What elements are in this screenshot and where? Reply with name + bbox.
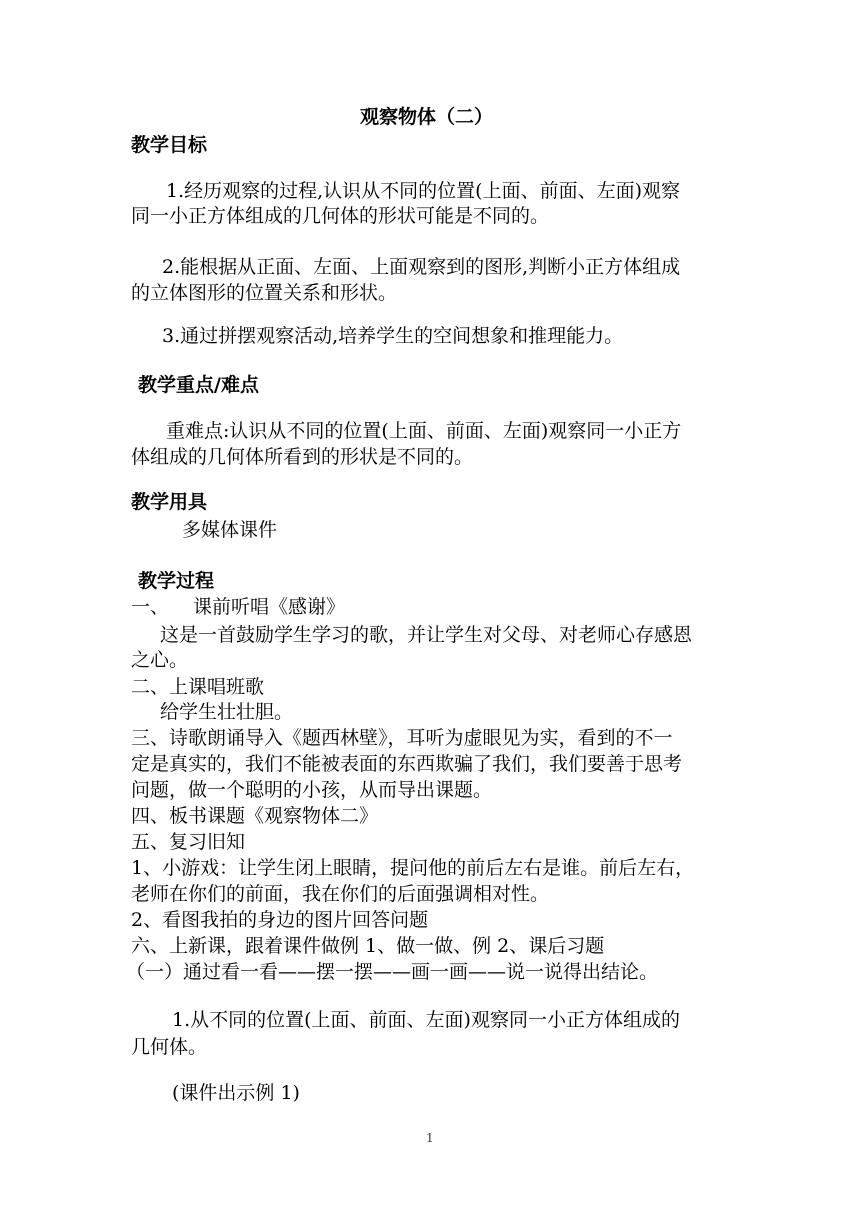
keypoints-line1: 重难点:认识从不同的位置(上面、前面、左面)观察同一小正方 <box>166 420 682 442</box>
section-1-number: 一、 <box>131 596 170 618</box>
objective-1-line2: 同一小正方体组成的几何体的形状可能是不同的。 <box>131 205 550 227</box>
section-6-item1-line1: 1.从不同的位置(上面、前面、左面)观察同一小正方体组成的 <box>172 1009 680 1031</box>
section-1-title: 课前听唱《感谢》 <box>193 596 346 618</box>
objective-2-line1: 2.能根据从正面、左面、上面观察到的图形,判断小正方体组成 <box>162 256 681 278</box>
process-heading: 教学过程 <box>138 570 215 592</box>
section-6: 六、上新课，跟着课件做例 1、做一做、例 2、课后习题 <box>131 935 605 957</box>
section-4: 四、板书课题《观察物体二》 <box>131 805 379 827</box>
section-2-title: 二、上课唱班歌 <box>131 676 265 698</box>
section-3-line3: 问题，做一个聪明的小孩，从而导出课题。 <box>131 779 493 801</box>
section-6-item1-line2: 几何体。 <box>131 1036 208 1058</box>
objective-3: 3.通过拼摆观察活动,培养学生的空间想象和推理能力。 <box>162 325 624 347</box>
section-5: 五、复习旧知 <box>131 831 246 853</box>
section-3-line2: 定是真实的，我们不能被表面的东西欺骗了我们，我们要善于思考 <box>131 753 683 775</box>
keypoints-line2: 体组成的几何体所看到的形状是不同的。 <box>131 446 474 468</box>
objective-1-line1: 1.经历观察的过程,认识从不同的位置(上面、前面、左面)观察 <box>166 180 680 202</box>
section-6-subheading: （一）通过看一看——摆一摆——画一画——说一说得出结论。 <box>126 961 659 983</box>
tools-text: 多媒体课件 <box>182 519 278 541</box>
tools-heading: 教学用具 <box>131 491 208 513</box>
page-number: 1 <box>426 1131 434 1145</box>
section-5-item1-line1: 1、小游戏：让学生闭上眼睛，提问他的前后左右是谁。前后左右， <box>131 857 695 879</box>
objectives-heading: 教学目标 <box>131 134 208 156</box>
keypoints-heading: 教学重点/难点 <box>138 374 259 396</box>
section-5-item2: 2、看图我拍的身边的图片回答问题 <box>131 909 429 931</box>
section-5-item1-line2: 老师在你们的前面，我在你们的后面强调相对性。 <box>131 883 550 905</box>
objective-2-line2: 的立体图形的位置关系和形状。 <box>131 282 398 304</box>
section-6-note: (课件出示例 1) <box>172 1082 300 1104</box>
section-1-line2: 之心。 <box>131 649 189 671</box>
section-3-line1: 三、诗歌朗诵导入《题西林壁》，耳听为虚眼见为实，看到的不一 <box>131 727 673 749</box>
document-title: 观察物体（二） <box>360 106 494 128</box>
section-2-text: 给学生壮壮胆。 <box>160 701 294 723</box>
section-1-line1: 这是一首鼓励学生学习的歌，并让学生对父母、对老师心存感恩 <box>160 624 693 646</box>
